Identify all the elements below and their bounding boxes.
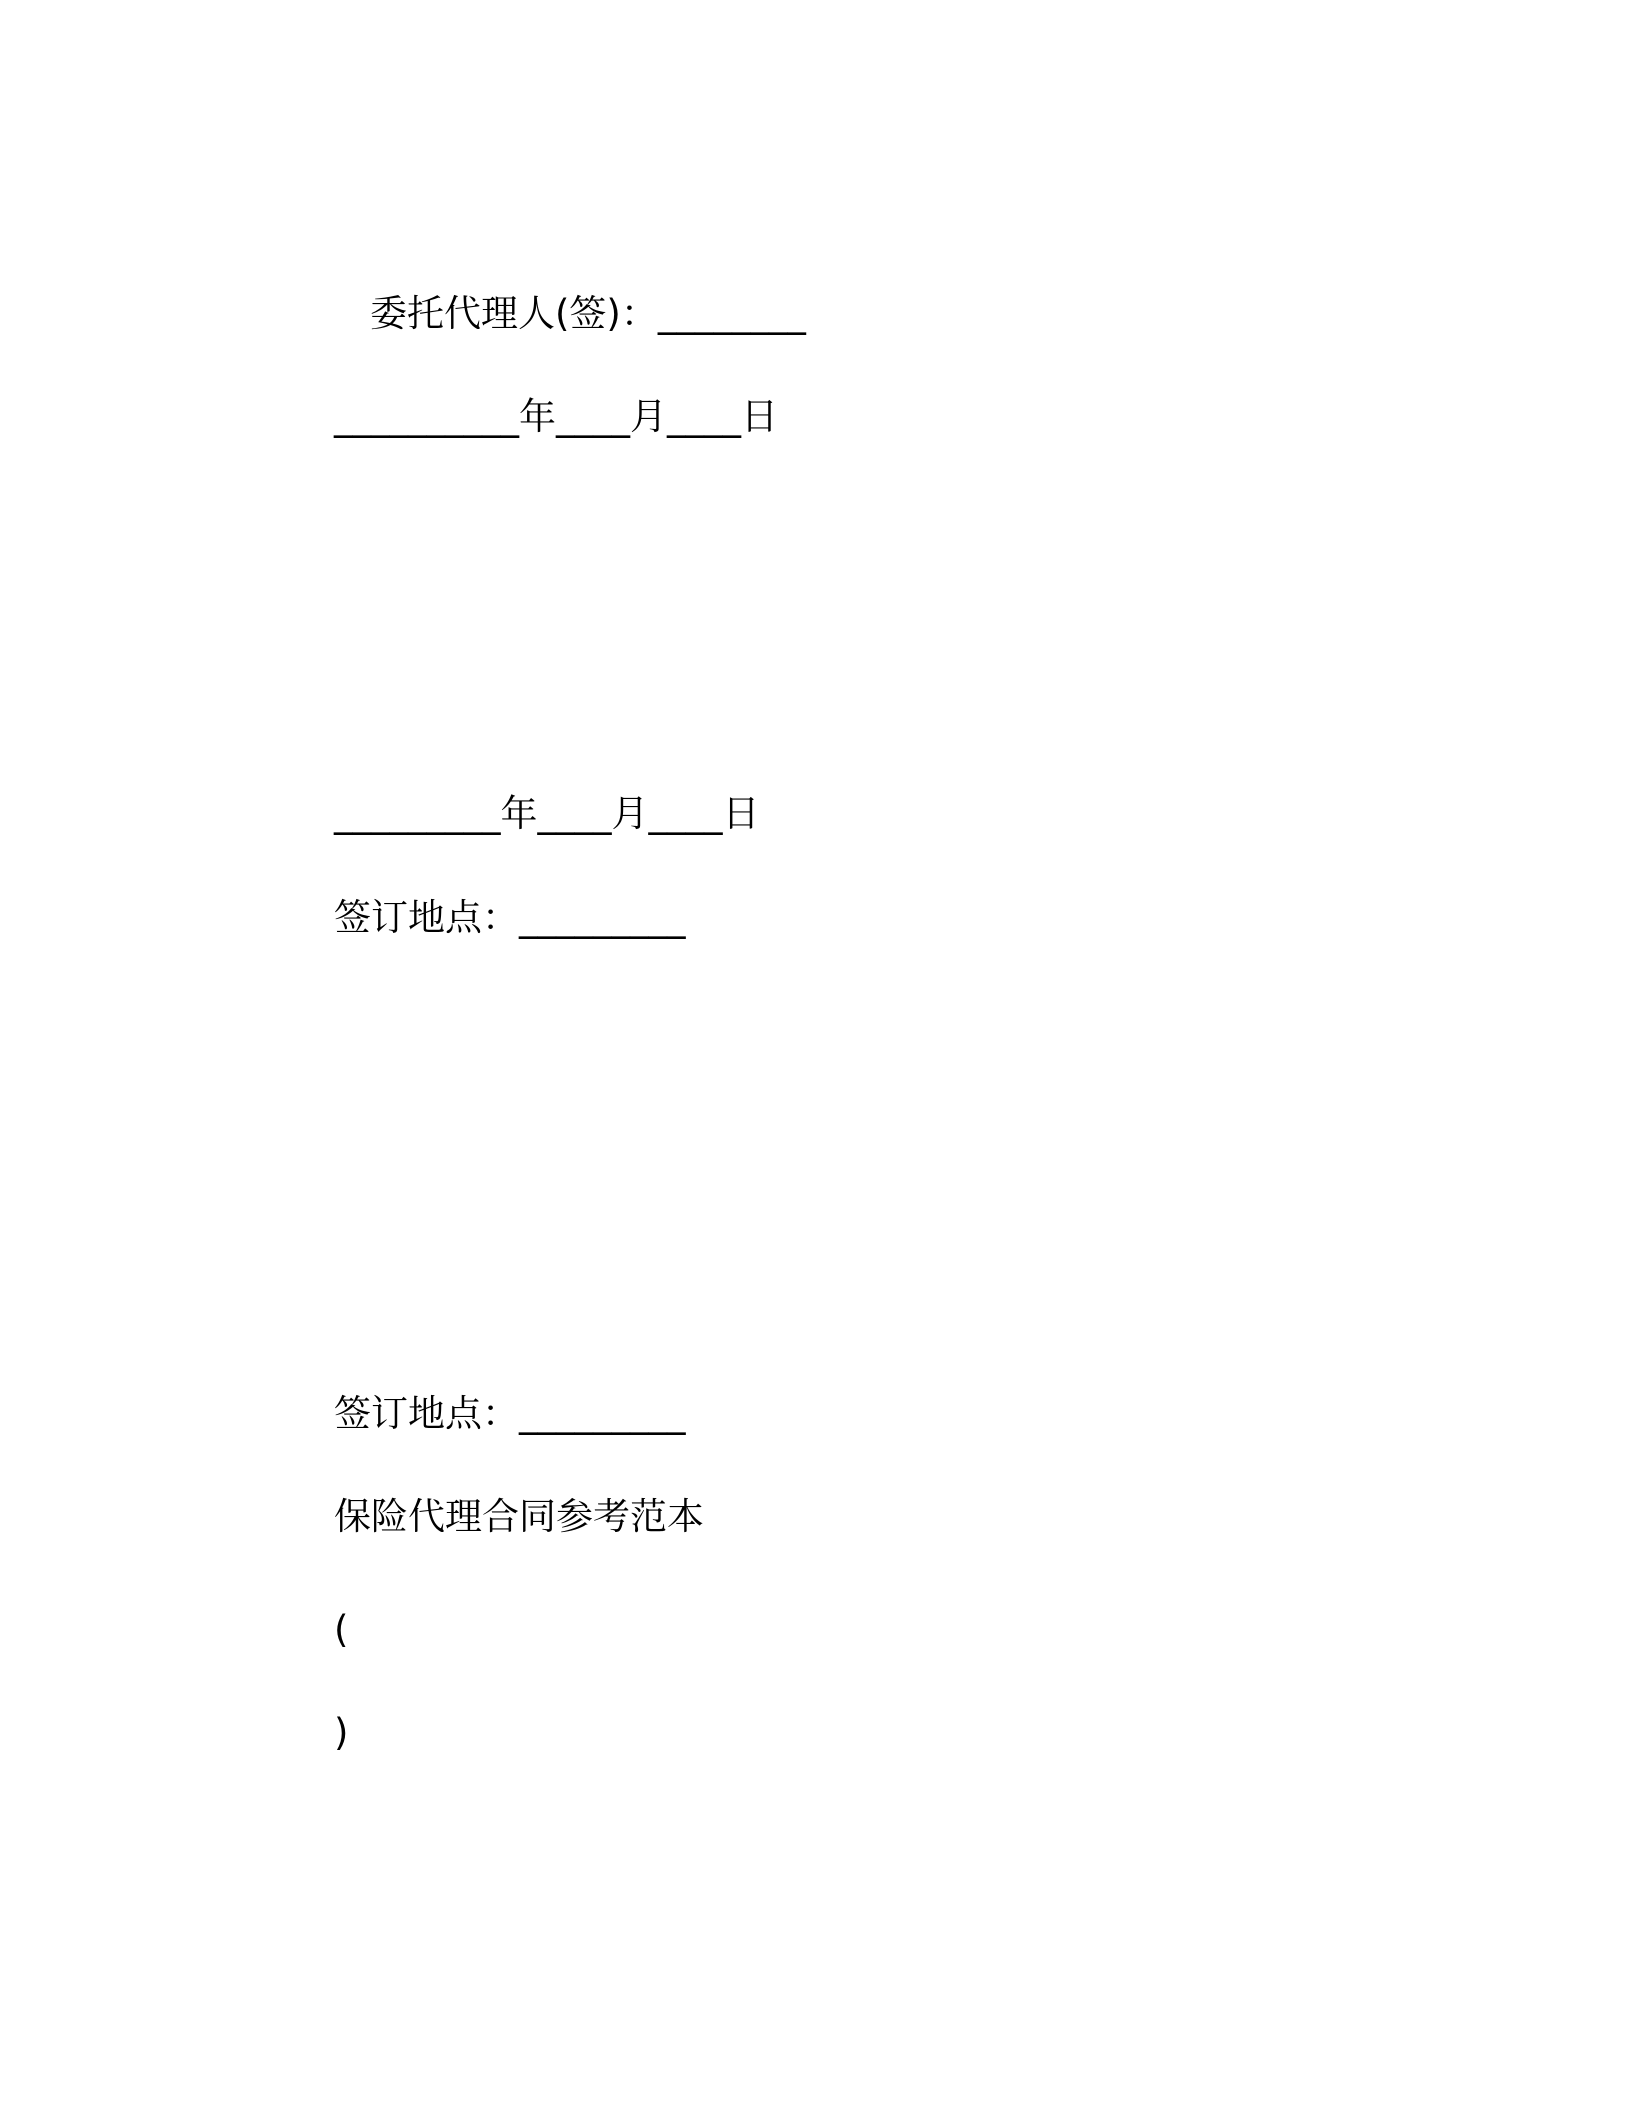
contract-title: 保险代理合同参考范本 [334, 1495, 704, 1538]
signing-place-line-1: 签订地点：_________ [334, 896, 686, 939]
date-line-2: _________年____月____日 [334, 792, 760, 835]
close-paren: ) [334, 1711, 349, 1754]
agent-signature-line: 委托代理人(签)：________ [370, 292, 806, 335]
signing-place-line-2: 签订地点：_________ [334, 1392, 686, 1435]
date-line-1: __________年____月____日 [334, 395, 778, 438]
open-paren: ( [334, 1608, 349, 1651]
